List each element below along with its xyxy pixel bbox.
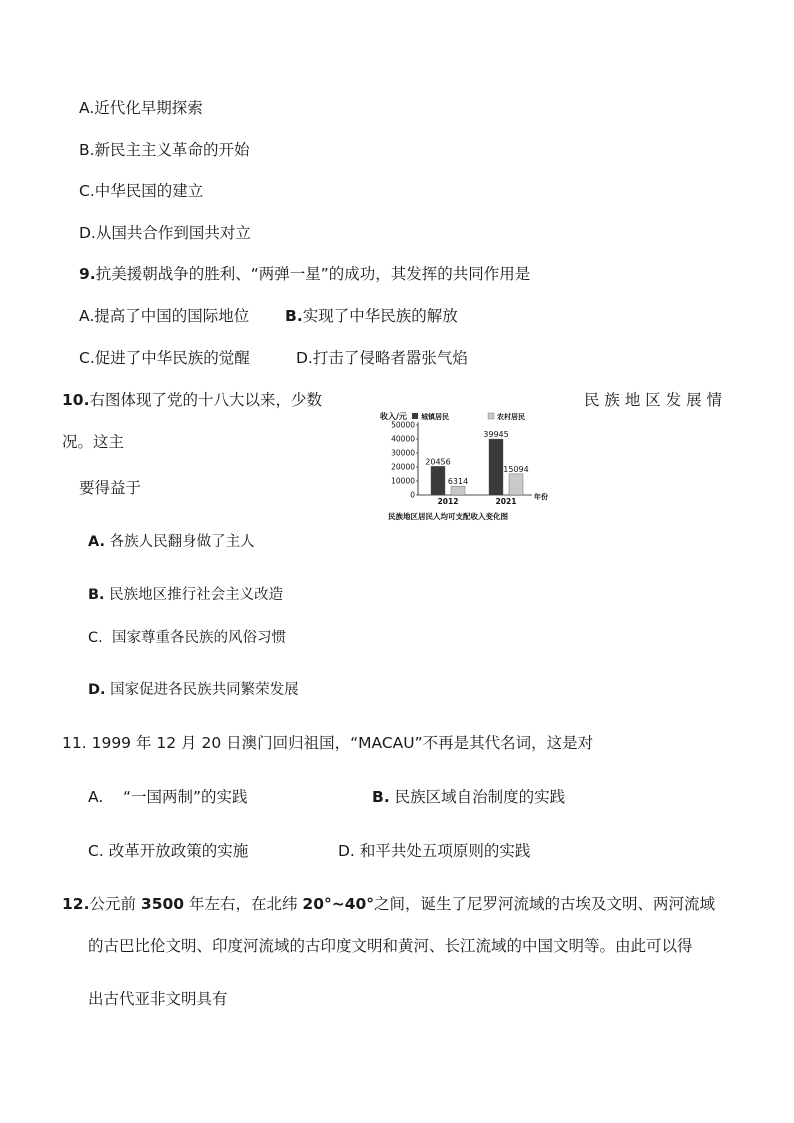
bar-urban-2012: [431, 466, 445, 495]
question-number: 9.: [79, 265, 96, 283]
question-number: 12.: [62, 895, 90, 913]
question-number: 11.: [62, 734, 87, 752]
q9-option-b: B.实现了中华民族的解放: [285, 307, 458, 325]
option-d: D.从国共合作到国共对立: [79, 224, 251, 242]
data-label: 39945: [483, 430, 509, 440]
question-stem: 右图体现了党的十八大以来，少数: [89, 391, 322, 409]
x-axis-label: 年份: [534, 493, 548, 501]
question-10: [62, 390, 322, 410]
option-b: B.新民主主义革命的开始: [79, 141, 250, 159]
question-10-continued-3: 要得益于: [79, 479, 142, 497]
legend-label-urban: 城镇居民: [421, 413, 449, 421]
q10-option-b: B. 民族地区推行社会主义改造: [88, 587, 284, 603]
question-11: [62, 733, 593, 753]
q11-option-c: C. 改革开放政策的实施: [88, 842, 249, 860]
option-c: C.中华民国的建立: [79, 182, 204, 200]
question-stem: 1999 年 12 月 20 日澳门回归祖国，“MACAU”不再是其代名词，这是对: [91, 734, 594, 752]
data-label: 6314: [447, 477, 469, 487]
y-tick-label: 40000: [391, 434, 415, 444]
q11-option-d: D. 和平共处五项原则的实践: [338, 842, 531, 860]
question-12-line-2: 的古巴比伦文明、印度河流域的古印度文明和黄河、长江流域的中国文明等。由此可以得: [88, 937, 693, 955]
option-a: A.近代化早期探索: [79, 99, 203, 117]
q11-option-b: B. 民族区域自治制度的实践: [372, 788, 566, 806]
q9-option-c: C.促进了中华民族的觉醒: [79, 349, 250, 367]
x-tick-label: 2021: [495, 497, 517, 506]
bar-urban-2021: [489, 439, 503, 495]
x-tick-label: 2012: [437, 497, 459, 506]
bar-rural-2012: [451, 486, 465, 495]
y-tick-label: 50000: [391, 420, 415, 430]
chart-title: 民族地区居民人均可支配收入变化图: [388, 512, 508, 521]
y-tick-label: 20000: [391, 462, 415, 472]
q9-option-d: D.打击了侵略者嚣张气焰: [296, 349, 468, 367]
question-stem: 抗美援朝战争的胜利、“两弹一星”的成功，其发挥的共同作用是: [95, 265, 531, 283]
y-tick-label: 0: [410, 490, 415, 500]
data-label: 20456: [425, 457, 451, 467]
legend-swatch-rural: [488, 413, 494, 419]
legend-swatch-urban: [412, 413, 418, 419]
question-10-continued-2: 况。这主: [62, 433, 125, 451]
q11-option-a: A. “一国两制”的实践: [88, 788, 248, 806]
question-10-continued: 民 族 地 区 发 展 情: [584, 391, 723, 409]
legend-label-rural: 农村居民: [497, 413, 525, 421]
question-9: [79, 264, 530, 284]
question-12: 12.公元前 3500 年左右，在北纬 20°~40°之间，诞生了尼罗河流域的古埃及文明、两河流域: [62, 895, 716, 913]
y-tick-label: 10000: [391, 476, 415, 486]
q10-option-c: C. 国家尊重各民族的风俗习惯: [88, 630, 286, 646]
q9-option-a: A.提高了中国的国际地位: [79, 307, 250, 325]
question-12-line-3: 出古代亚非文明具有: [88, 990, 228, 1008]
y-axis-label: 收入/元: [380, 412, 407, 421]
q10-option-a: A. 各族人民翻身做了主人: [88, 534, 255, 550]
data-label: 15094: [503, 464, 529, 474]
y-tick-label: 30000: [391, 448, 415, 458]
question-number: 10.: [62, 391, 90, 409]
q10-option-d: D. 国家促进各民族共同繁荣发展: [88, 682, 299, 698]
bar-rural-2021: [509, 474, 523, 495]
income-bar-chart: [376, 408, 572, 524]
